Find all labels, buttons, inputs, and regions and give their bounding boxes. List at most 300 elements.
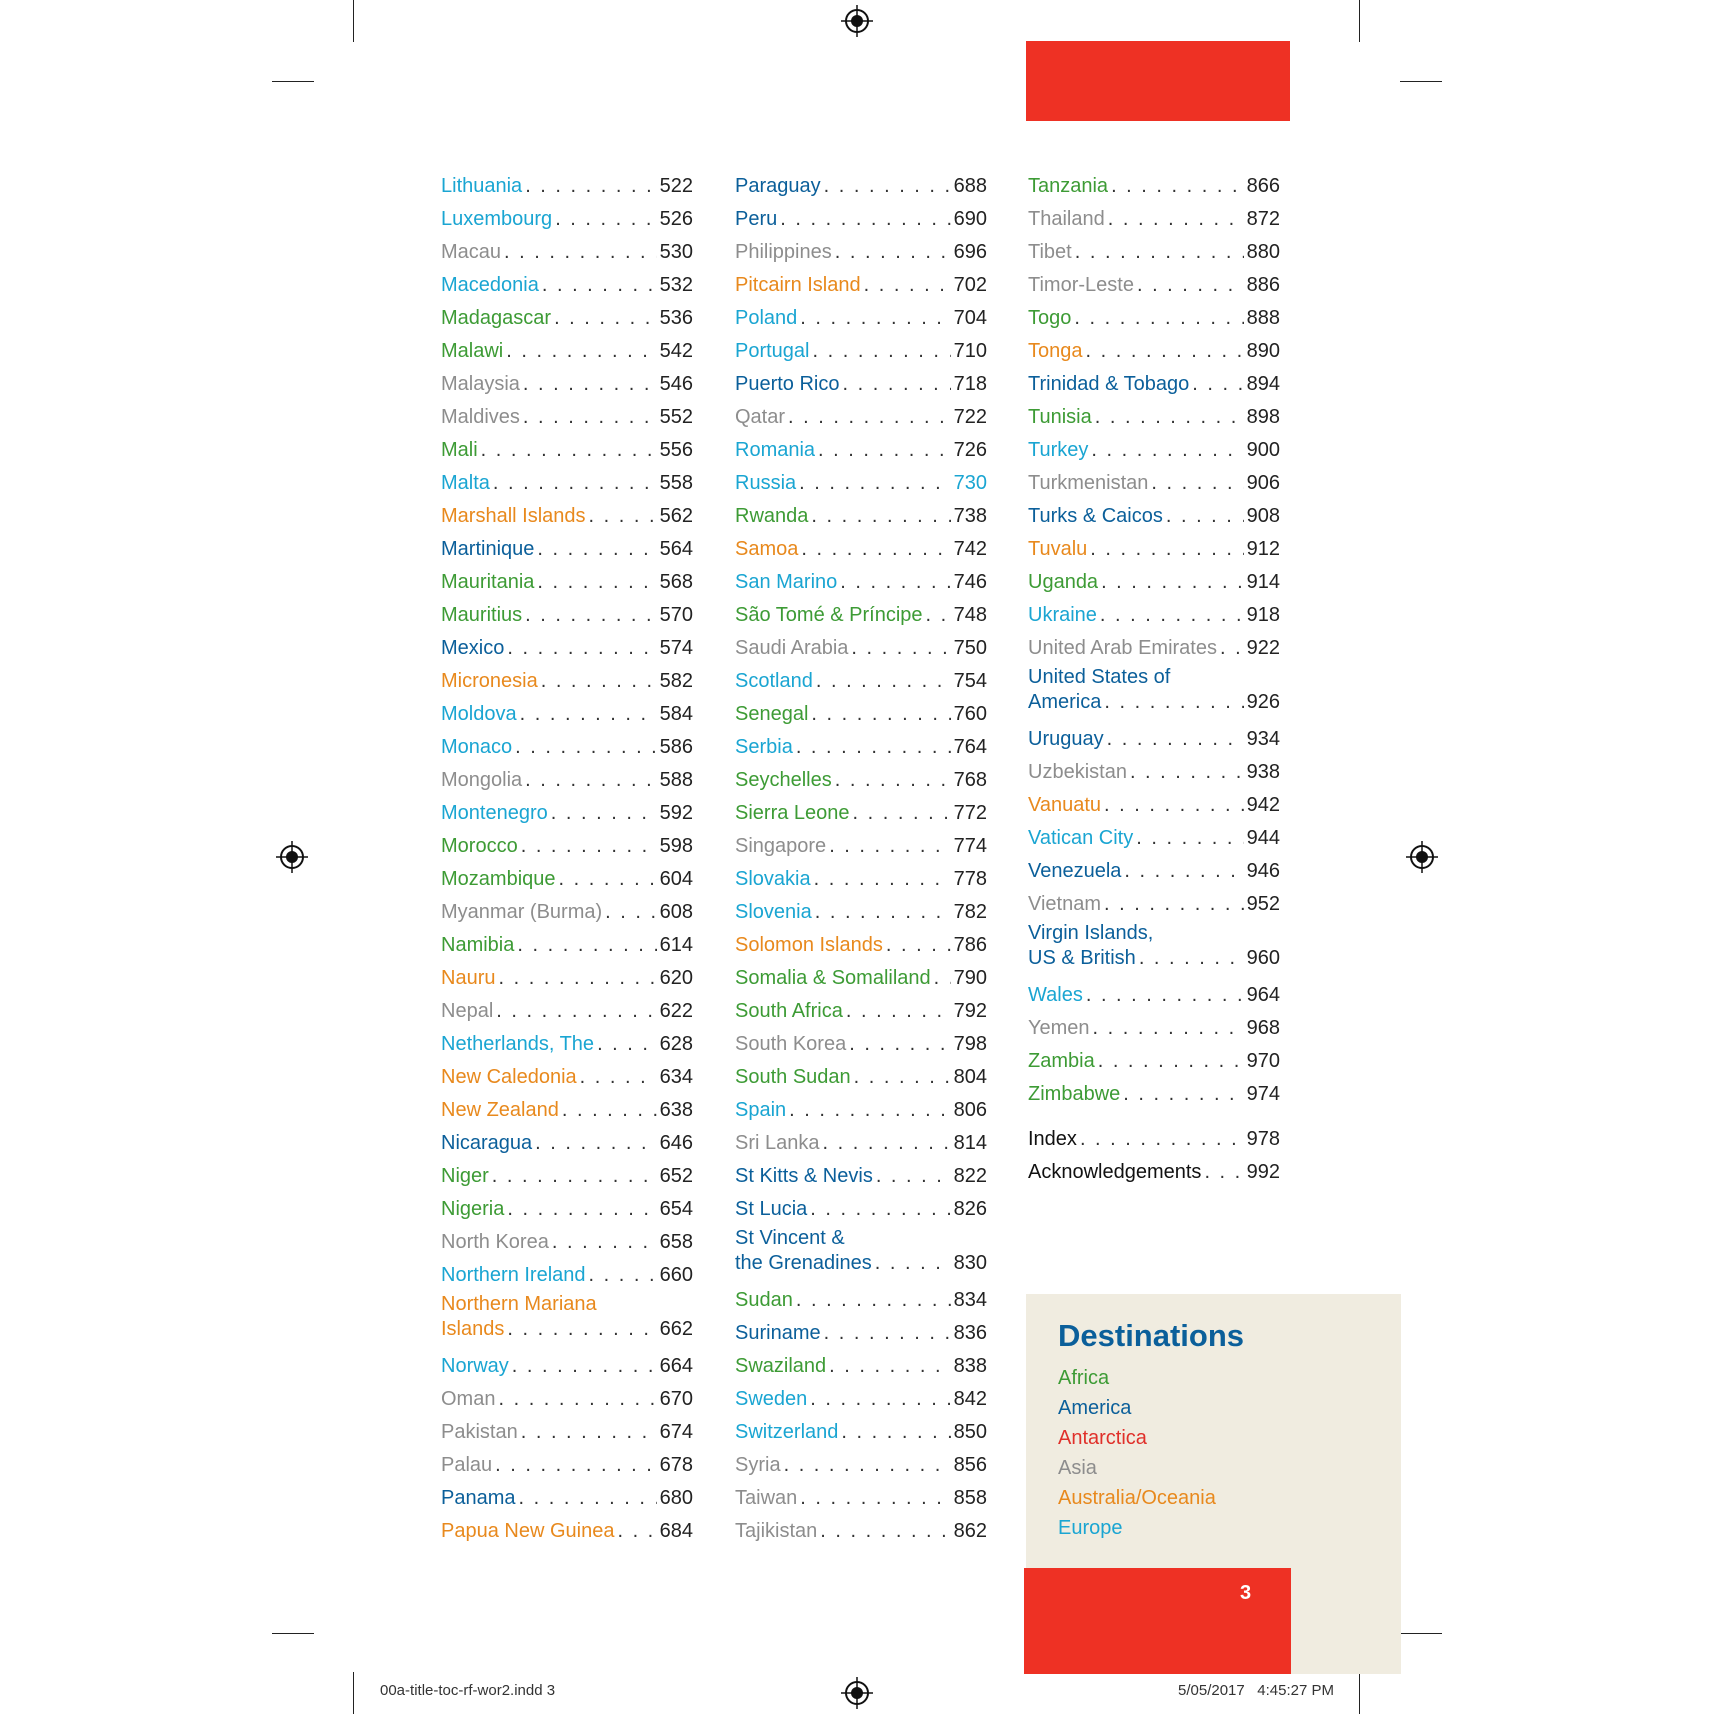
toc-entry[interactable]: [735, 830, 987, 863]
toc-entry[interactable]: [441, 1482, 693, 1515]
toc-entry-name: St Kitts & Nevis: [735, 1165, 873, 1187]
toc-entry[interactable]: [441, 467, 693, 500]
toc-entry[interactable]: [441, 1515, 693, 1548]
toc-entry[interactable]: [735, 797, 987, 830]
toc-entry-page: 702: [953, 274, 987, 296]
legend-item-oceania: Australia/Oceania: [1058, 1487, 1216, 1509]
toc-entry-name: Rwanda: [735, 505, 809, 527]
leader-dots: [519, 1482, 657, 1515]
toc-entry-page: 684: [659, 1520, 693, 1542]
toc-entry[interactable]: [441, 1259, 693, 1292]
toc-entry-name: Pitcairn Island: [735, 274, 861, 296]
toc-entry-name: Ukraine: [1028, 604, 1097, 626]
leader-dots: [780, 203, 950, 236]
leader-dots: [1086, 335, 1244, 368]
leader-dots: [525, 599, 656, 632]
toc-entry[interactable]: [441, 995, 693, 1028]
toc-entry-page: 608: [659, 901, 693, 923]
toc-entry-name: Norway: [441, 1355, 509, 1377]
toc-entry[interactable]: [441, 929, 693, 962]
toc-entry-name: Romania: [735, 439, 816, 461]
crop-mark: [353, 1672, 354, 1714]
toc-entry[interactable]: [441, 1449, 693, 1482]
toc-entry[interactable]: [441, 962, 693, 995]
leader-dots: [864, 269, 951, 302]
toc-entry-page: 890: [1246, 340, 1280, 362]
toc-entry[interactable]: [735, 1193, 987, 1226]
toc-entry-page: 634: [659, 1066, 693, 1088]
leader-dots: [498, 1383, 656, 1416]
leader-dots: [551, 797, 657, 830]
toc-entry[interactable]: [1028, 723, 1280, 756]
toc-entry-page: 522: [659, 175, 693, 197]
toc-entry[interactable]: [441, 1292, 693, 1350]
toc-entry-page: 558: [659, 472, 693, 494]
toc-entry[interactable]: [1028, 500, 1280, 533]
toc-entry-page: 774: [953, 835, 987, 857]
toc-entry-name-line1: United States of: [1028, 666, 1171, 688]
toc-entry[interactable]: [441, 368, 693, 401]
leader-dots: [820, 1515, 950, 1548]
toc-entry-page: 662: [659, 1318, 693, 1340]
leader-dots: [841, 1416, 950, 1449]
crop-mark: [1359, 1672, 1360, 1714]
toc-entry[interactable]: [1028, 302, 1280, 335]
toc-entry-name: Sri Lanka: [735, 1132, 820, 1154]
toc-entry-name: Monaco: [441, 736, 513, 758]
leader-dots: [811, 500, 950, 533]
toc-entry[interactable]: [735, 203, 987, 236]
toc-entry-page: 960: [1246, 947, 1280, 969]
toc-entry[interactable]: [735, 1127, 987, 1160]
toc-entry[interactable]: [735, 1028, 987, 1061]
toc-entry[interactable]: [441, 269, 693, 302]
toc-entry[interactable]: [735, 1284, 987, 1317]
toc-entry[interactable]: [1028, 236, 1280, 269]
toc-entry-page: 850: [953, 1421, 987, 1443]
toc-entry[interactable]: [735, 1515, 987, 1548]
toc-entry[interactable]: [1028, 756, 1280, 789]
leader-dots: [535, 1127, 656, 1160]
toc-entry[interactable]: [735, 698, 987, 731]
toc-entry-name: South Africa: [735, 1000, 843, 1022]
registration-mark-icon: [1406, 841, 1438, 873]
leader-dots: [496, 995, 656, 1028]
toc-entry[interactable]: [735, 1317, 987, 1350]
toc-entry-page: 678: [659, 1454, 693, 1476]
toc-entry[interactable]: [441, 698, 693, 731]
page-number: 3: [1240, 1582, 1252, 1604]
toc-entry-page: 858: [953, 1487, 987, 1509]
toc-entry-name: Solomon Islands: [735, 934, 883, 956]
crop-mark: [1400, 1633, 1442, 1634]
toc-entry[interactable]: [441, 533, 693, 566]
toc-entry-page: 970: [1246, 1050, 1280, 1072]
leader-dots: [562, 1094, 657, 1127]
toc-entry[interactable]: [735, 962, 987, 995]
toc-entry-page: 628: [659, 1033, 693, 1055]
toc-entry-name: the Grenadines: [735, 1252, 872, 1274]
toc-entry-page: 730: [953, 472, 987, 494]
leader-dots: [506, 335, 656, 368]
toc-entry-page: 934: [1246, 728, 1280, 750]
toc-entry-name: Madagascar: [441, 307, 552, 329]
toc-entry[interactable]: [441, 764, 693, 797]
toc-entry[interactable]: [441, 302, 693, 335]
toc-entry[interactable]: [441, 665, 693, 698]
toc-entry[interactable]: [735, 1094, 987, 1127]
toc-entry-page: 938: [1246, 761, 1280, 783]
toc-entry-page: 968: [1246, 1017, 1280, 1039]
leader-dots: [537, 533, 656, 566]
toc-entry[interactable]: [441, 566, 693, 599]
toc-column-3: [1028, 170, 1280, 1189]
toc-entry-page: 674: [659, 1421, 693, 1443]
toc-entry-name: Tuvalu: [1028, 538, 1088, 560]
toc-entry-name: Netherlands, The: [441, 1033, 595, 1055]
toc-entry-name: Tunisia: [1028, 406, 1092, 428]
toc-entry-name-line1: Virgin Islands,: [1028, 922, 1154, 944]
toc-entry[interactable]: [735, 731, 987, 764]
leader-dots: [1095, 401, 1244, 434]
toc-entry-page: 552: [659, 406, 693, 428]
toc-entry[interactable]: [441, 599, 693, 632]
toc-entry-page: 898: [1246, 406, 1280, 428]
leader-dots: [799, 467, 950, 500]
toc-entry-name: Turkmenistan: [1028, 472, 1149, 494]
leader-dots: [1204, 1156, 1243, 1189]
toc-entry[interactable]: [735, 896, 987, 929]
toc-entry-page: 738: [953, 505, 987, 527]
registration-mark-icon: [841, 5, 873, 37]
toc-entry-name: Myanmar (Burma): [441, 901, 603, 923]
toc-entry-name: Pakistan: [441, 1421, 518, 1443]
toc-entry-page: 974: [1246, 1083, 1280, 1105]
toc-entry-page: 746: [953, 571, 987, 593]
toc-entry-page: 638: [659, 1099, 693, 1121]
toc-entry[interactable]: [1028, 789, 1280, 822]
toc-entry-name: Vietnam: [1028, 893, 1102, 915]
toc-entry[interactable]: [735, 335, 987, 368]
toc-entry-name: Swaziland: [735, 1355, 827, 1377]
toc-entry-name: Uzbekistan: [1028, 761, 1127, 783]
toc-entry-name: Panama: [441, 1487, 516, 1509]
toc-entry-page: 592: [659, 802, 693, 824]
toc-entry-page: 542: [659, 340, 693, 362]
toc-entry[interactable]: [441, 830, 693, 863]
leader-dots: [507, 632, 656, 665]
toc-entry-page: 652: [659, 1165, 693, 1187]
leader-dots: [1192, 368, 1243, 401]
toc-entry-page: 660: [659, 1264, 693, 1286]
toc-column-1: [441, 170, 693, 1548]
leader-dots: [876, 1160, 951, 1193]
toc-entry-name: Malawi: [441, 340, 504, 362]
toc-entry-page: 886: [1246, 274, 1280, 296]
toc-entry[interactable]: [1028, 434, 1280, 467]
toc-entry[interactable]: [735, 1160, 987, 1193]
toc-entry[interactable]: [1028, 203, 1280, 236]
leader-dots: [504, 236, 657, 269]
toc-entry-name: Somalia & Somaliland: [735, 967, 931, 989]
toc-entry-page: 556: [659, 439, 693, 461]
toc-entry[interactable]: [1028, 1156, 1280, 1189]
toc-entry-page: 804: [953, 1066, 987, 1088]
toc-entry[interactable]: [1028, 401, 1280, 434]
leader-dots: [1111, 170, 1244, 203]
toc-entry[interactable]: [1028, 566, 1280, 599]
toc-entry-name: Martinique: [441, 538, 535, 560]
toc-entry[interactable]: [1028, 533, 1280, 566]
toc-entry[interactable]: [735, 236, 987, 269]
toc-entry-page: 778: [953, 868, 987, 890]
leader-dots: [800, 1482, 950, 1515]
toc-entry[interactable]: [441, 1160, 693, 1193]
toc-entry-page: 760: [953, 703, 987, 725]
toc-entry[interactable]: [441, 1193, 693, 1226]
toc-entry[interactable]: [441, 1094, 693, 1127]
toc-entry[interactable]: [735, 170, 987, 203]
toc-entry-page: 754: [953, 670, 987, 692]
toc-entry[interactable]: [441, 335, 693, 368]
leader-dots: [1123, 1078, 1243, 1111]
leader-dots: [926, 599, 951, 632]
toc-entry[interactable]: [1028, 269, 1280, 302]
leader-dots: [617, 1515, 656, 1548]
toc-entry[interactable]: [1028, 855, 1280, 888]
toc-entry[interactable]: [441, 170, 693, 203]
legend-item-africa: Africa: [1058, 1367, 1110, 1389]
toc-entry-page: 722: [953, 406, 987, 428]
leader-dots: [843, 368, 951, 401]
toc-entry[interactable]: [1028, 822, 1280, 855]
toc-entry-name: Oman: [441, 1388, 496, 1410]
toc-entry[interactable]: [735, 533, 987, 566]
toc-entry[interactable]: [1028, 335, 1280, 368]
toc-entry-page: 908: [1246, 505, 1280, 527]
leader-dots: [1080, 1123, 1244, 1156]
toc-entry[interactable]: [441, 1127, 693, 1160]
toc-entry-page: 900: [1246, 439, 1280, 461]
crop-mark: [353, 0, 354, 42]
toc-entry[interactable]: [735, 1226, 987, 1284]
toc-entry-page: 872: [1246, 208, 1280, 230]
toc-entry[interactable]: [441, 401, 693, 434]
leader-dots: [1093, 1012, 1244, 1045]
leader-dots: [886, 929, 951, 962]
leader-dots: [520, 698, 657, 731]
toc-entry[interactable]: [441, 632, 693, 665]
toc-entry-name: Niger: [441, 1165, 489, 1187]
leader-dots: [523, 368, 657, 401]
toc-entry-name: Yemen: [1028, 1017, 1090, 1039]
slug-date: 5/05/2017: [1178, 1682, 1245, 1699]
toc-entry[interactable]: [1028, 1078, 1280, 1111]
toc-entry[interactable]: [735, 434, 987, 467]
toc-entry[interactable]: [1028, 921, 1280, 979]
toc-entry[interactable]: [441, 1028, 693, 1061]
toc-entry[interactable]: [735, 401, 987, 434]
toc-entry[interactable]: [735, 764, 987, 797]
toc-entry[interactable]: [735, 368, 987, 401]
toc-entry[interactable]: [441, 1226, 693, 1259]
toc-entry[interactable]: [1028, 665, 1280, 723]
toc-entry-name: Mexico: [441, 637, 505, 659]
toc-entry-page: 992: [1246, 1161, 1280, 1183]
toc-entry-name: Namibia: [441, 934, 515, 956]
toc-entry-page: 586: [659, 736, 693, 758]
toc-entry-name: Portugal: [735, 340, 810, 362]
leader-dots: [816, 665, 951, 698]
leader-dots: [1108, 203, 1244, 236]
leader-dots: [495, 1449, 656, 1482]
toc-entry-page: 748: [953, 604, 987, 626]
toc-entry-page: 664: [659, 1355, 693, 1377]
leader-dots: [542, 269, 657, 302]
toc-entry[interactable]: [735, 665, 987, 698]
toc-entry[interactable]: [735, 1383, 987, 1416]
toc-entry-name: Venezuela: [1028, 860, 1122, 882]
toc-entry-name: Switzerland: [735, 1421, 839, 1443]
toc-entry[interactable]: [441, 797, 693, 830]
leader-dots: [515, 731, 656, 764]
toc-entry[interactable]: [441, 500, 693, 533]
toc-entry-name: Slovakia: [735, 868, 811, 890]
toc-entry[interactable]: [441, 1383, 693, 1416]
leader-dots: [1086, 979, 1244, 1012]
toc-entry[interactable]: [1028, 599, 1280, 632]
toc-entry-name: North Korea: [441, 1231, 549, 1253]
toc-entry[interactable]: [441, 863, 693, 896]
toc-entry[interactable]: [735, 500, 987, 533]
leader-dots: [1091, 434, 1243, 467]
toc-entry-name: Mozambique: [441, 868, 556, 890]
toc-entry[interactable]: [441, 731, 693, 764]
toc-entry-name: Slovenia: [735, 901, 812, 923]
toc-entry[interactable]: [735, 995, 987, 1028]
toc-entry-page: 836: [953, 1322, 987, 1344]
leader-dots: [1104, 888, 1244, 921]
toc-entry[interactable]: [441, 203, 693, 236]
toc-entry[interactable]: [735, 1482, 987, 1515]
toc-entry[interactable]: [735, 863, 987, 896]
toc-entry-name: Seychelles: [735, 769, 832, 791]
leader-dots: [1104, 690, 1243, 715]
leader-dots: [849, 1028, 950, 1061]
crop-mark: [272, 1633, 314, 1634]
toc-entry[interactable]: [735, 599, 987, 632]
toc-entry[interactable]: [1028, 467, 1280, 500]
leader-dots: [1151, 467, 1243, 500]
toc-entry-name: Nepal: [441, 1000, 494, 1022]
leader-dots: [512, 1350, 657, 1383]
toc-entry-name: United Arab Emirates: [1028, 637, 1217, 659]
toc-entry[interactable]: [1028, 632, 1280, 665]
leader-dots: [1100, 599, 1244, 632]
toc-entry-name: Trinidad & Tobago: [1028, 373, 1190, 395]
leader-dots: [517, 929, 656, 962]
toc-entry-name: Sierra Leone: [735, 802, 850, 824]
toc-entry[interactable]: [441, 1416, 693, 1449]
toc-entry[interactable]: [735, 1061, 987, 1094]
toc-entry[interactable]: [1028, 1012, 1280, 1045]
toc-entry-page: 838: [953, 1355, 987, 1377]
leader-dots: [525, 764, 656, 797]
toc-entry[interactable]: [735, 1416, 987, 1449]
toc-entry[interactable]: [1028, 368, 1280, 401]
toc-entry-page: 782: [953, 901, 987, 923]
toc-entry[interactable]: [735, 566, 987, 599]
toc-entry-name: Spain: [735, 1099, 787, 1121]
toc-entry-name: Scotland: [735, 670, 813, 692]
toc-entry[interactable]: [735, 929, 987, 962]
toc-entry-name: Suriname: [735, 1322, 821, 1344]
leader-dots: [796, 731, 951, 764]
toc-entry-page: 690: [953, 208, 987, 230]
toc-entry[interactable]: [441, 896, 693, 929]
toc-entry-page: 964: [1246, 984, 1280, 1006]
toc-entry-page: 944: [1246, 827, 1280, 849]
toc-entry-name: Saudi Arabia: [735, 637, 849, 659]
leader-dots: [815, 896, 951, 929]
leader-dots: [835, 236, 951, 269]
toc-entry[interactable]: [1028, 1123, 1280, 1156]
toc-entry[interactable]: [735, 632, 987, 665]
leader-dots: [1130, 756, 1244, 789]
toc-entry-page: 912: [1246, 538, 1280, 560]
legend-item-america: America: [1058, 1397, 1132, 1419]
leader-dots: [541, 665, 657, 698]
toc-entry-name: Vanuatu: [1028, 794, 1102, 816]
toc-entry[interactable]: [1028, 1045, 1280, 1078]
toc-entry-page: 856: [953, 1454, 987, 1476]
toc-entry[interactable]: [1028, 979, 1280, 1012]
toc-entry[interactable]: [1028, 170, 1280, 203]
toc-entry-name: Micronesia: [441, 670, 538, 692]
toc-entry-page: 536: [659, 307, 693, 329]
toc-entry[interactable]: [735, 269, 987, 302]
crop-mark: [1400, 81, 1442, 82]
toc-entry[interactable]: [735, 1350, 987, 1383]
toc-entry-page: 564: [659, 538, 693, 560]
toc-entry-name: Index: [1028, 1128, 1077, 1150]
leader-dots: [1074, 302, 1243, 335]
leader-dots: [829, 1350, 950, 1383]
toc-entry-page: 792: [953, 1000, 987, 1022]
toc-entry[interactable]: [735, 1449, 987, 1482]
toc-entry[interactable]: [1028, 888, 1280, 921]
toc-entry-name: Timor-Leste: [1028, 274, 1134, 296]
toc-entry-name: Serbia: [735, 736, 793, 758]
toc-entry-name: Papua New Guinea: [441, 1520, 615, 1542]
toc-entry-page: 622: [659, 1000, 693, 1022]
toc-entry-name: Tanzania: [1028, 175, 1109, 197]
toc-entry-name: South Sudan: [735, 1066, 851, 1088]
toc-entry[interactable]: [441, 1061, 693, 1094]
toc-entry[interactable]: [735, 467, 987, 500]
toc-entry-name: Singapore: [735, 835, 827, 857]
toc-entry[interactable]: [735, 302, 987, 335]
leader-dots: [1090, 533, 1243, 566]
toc-entry-page: 806: [953, 1099, 987, 1121]
leader-dots: [851, 632, 950, 665]
toc-entry-name: Wales: [1028, 984, 1083, 1006]
toc-entry[interactable]: [441, 1350, 693, 1383]
toc-entry[interactable]: [441, 434, 693, 467]
toc-entry[interactable]: [441, 236, 693, 269]
leader-dots: [1075, 236, 1244, 269]
toc-entry-page: 814: [953, 1132, 987, 1154]
